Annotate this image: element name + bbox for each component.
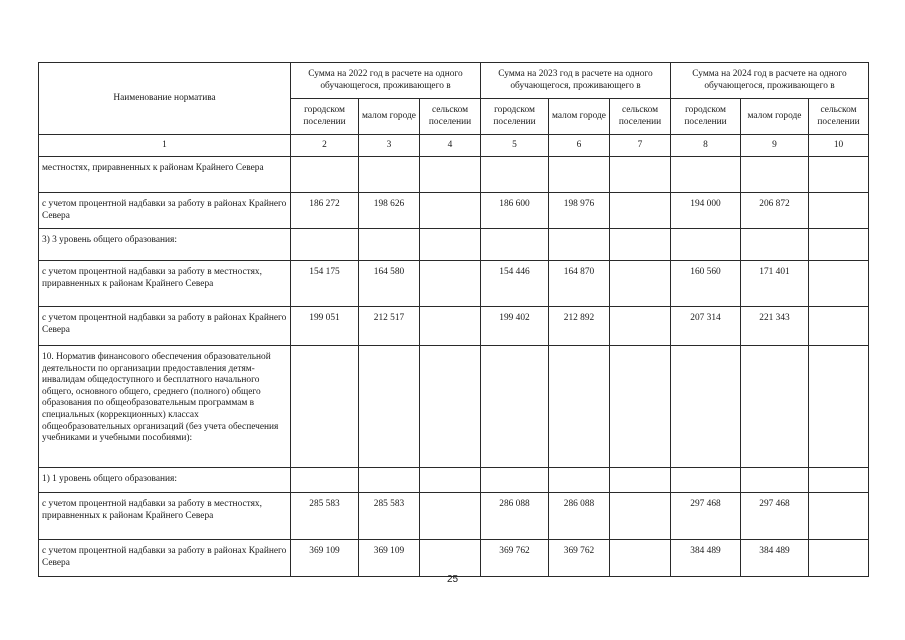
value-cell	[420, 468, 481, 493]
value-cell: 285 583	[291, 493, 359, 540]
column-number: 10	[809, 135, 869, 157]
value-cell: 369 762	[481, 540, 549, 577]
value-cell	[481, 468, 549, 493]
header-rural: сельском поселении	[610, 99, 671, 135]
value-cell	[420, 229, 481, 261]
value-cell	[420, 307, 481, 346]
value-cell: 221 343	[741, 307, 809, 346]
value-cell	[420, 193, 481, 229]
row-name: с учетом процентной надбавки за работу в районах Крайнего Севера	[39, 193, 291, 229]
value-cell	[809, 540, 869, 577]
value-cell	[809, 493, 869, 540]
row-name: с учетом процентной надбавки за работу в местностях, приравненных к районам Крайнего Севера	[39, 493, 291, 540]
value-cell	[481, 346, 549, 468]
value-cell	[610, 540, 671, 577]
value-cell	[481, 157, 549, 193]
header-year-2024: Сумма на 2024 год в расчете на одного обучающегося, проживающего в	[671, 63, 869, 99]
value-cell	[610, 493, 671, 540]
value-cell	[291, 468, 359, 493]
value-cell: 186 600	[481, 193, 549, 229]
normative-table	[38, 62, 869, 577]
value-cell	[359, 468, 420, 493]
row-name: 10. Норматив финансового обеспечения образовательной деятельности по организации предоставления детям-инвалидам общедоступного и бесплатного начального общего, основного общего, среднего (полного) общего образования по общеобразовательным программам в специальных (коррекционных) классах общеобразовательных организаций (без учета обеспечения учебниками и учебными пособиями):	[39, 346, 291, 468]
value-cell	[671, 468, 741, 493]
header-name-column: Наименование норматива	[39, 63, 291, 135]
table-row	[39, 346, 869, 468]
value-cell	[741, 157, 809, 193]
row-name: местностях, приравненных к районам Крайнего Севера	[39, 157, 291, 193]
value-cell	[359, 346, 420, 468]
header-rural: сельском поселении	[420, 99, 481, 135]
column-number: 2	[291, 135, 359, 157]
value-cell: 160 560	[671, 261, 741, 307]
value-cell	[549, 468, 610, 493]
table-row	[39, 261, 869, 307]
value-cell: 212 892	[549, 307, 610, 346]
value-cell: 164 580	[359, 261, 420, 307]
table-row	[39, 307, 869, 346]
value-cell	[610, 346, 671, 468]
table-row	[39, 540, 869, 577]
value-cell: 154 175	[291, 261, 359, 307]
value-cell	[741, 229, 809, 261]
value-cell	[809, 261, 869, 307]
table-row	[39, 157, 869, 193]
value-cell: 384 489	[671, 540, 741, 577]
value-cell	[671, 229, 741, 261]
value-cell	[671, 346, 741, 468]
header-urban: городском поселении	[481, 99, 549, 135]
header-urban: городском поселении	[671, 99, 741, 135]
value-cell	[809, 229, 869, 261]
table-row	[39, 229, 869, 261]
column-number: 5	[481, 135, 549, 157]
value-cell	[420, 346, 481, 468]
row-name: с учетом процентной надбавки за работу в районах Крайнего Севера	[39, 307, 291, 346]
value-cell: 369 109	[359, 540, 420, 577]
value-cell	[610, 193, 671, 229]
value-cell	[549, 229, 610, 261]
value-cell: 207 314	[671, 307, 741, 346]
row-name: с учетом процентной надбавки за работу в местностях, приравненных к районам Крайнего Севера	[39, 261, 291, 307]
value-cell	[291, 229, 359, 261]
value-cell: 297 468	[671, 493, 741, 540]
value-cell	[741, 346, 809, 468]
value-cell: 198 626	[359, 193, 420, 229]
value-cell: 369 109	[291, 540, 359, 577]
column-number: 3	[359, 135, 420, 157]
value-cell	[610, 307, 671, 346]
value-cell	[420, 157, 481, 193]
value-cell	[610, 261, 671, 307]
header-row-years	[39, 63, 869, 99]
column-number: 9	[741, 135, 809, 157]
column-number: 7	[610, 135, 671, 157]
header-urban: городском поселении	[291, 99, 359, 135]
value-cell: 199 402	[481, 307, 549, 346]
value-cell	[809, 468, 869, 493]
header-year-2022: Сумма на 2022 год в расчете на одного обучающегося, проживающего в	[291, 63, 481, 99]
value-cell: 369 762	[549, 540, 610, 577]
value-cell	[741, 468, 809, 493]
value-cell: 384 489	[741, 540, 809, 577]
row-name: с учетом процентной надбавки за работу в районах Крайнего Севера	[39, 540, 291, 577]
value-cell	[610, 229, 671, 261]
header-row-numbers	[39, 135, 869, 157]
row-name: 1) 1 уровень общего образования:	[39, 468, 291, 493]
value-cell	[549, 346, 610, 468]
value-cell	[610, 157, 671, 193]
value-cell: 297 468	[741, 493, 809, 540]
value-cell	[420, 493, 481, 540]
header-small-town: малом городе	[549, 99, 610, 135]
value-cell: 285 583	[359, 493, 420, 540]
value-cell: 194 000	[671, 193, 741, 229]
value-cell: 171 401	[741, 261, 809, 307]
value-cell	[549, 157, 610, 193]
column-number: 8	[671, 135, 741, 157]
value-cell	[359, 229, 420, 261]
header-year-2023: Сумма на 2023 год в расчете на одного обучающегося, проживающего в	[481, 63, 671, 99]
value-cell	[610, 468, 671, 493]
value-cell	[671, 157, 741, 193]
page-number: 25	[446, 574, 459, 585]
table-body	[39, 157, 869, 577]
table-row	[39, 493, 869, 540]
value-cell	[420, 261, 481, 307]
header-small-town: малом городе	[741, 99, 809, 135]
value-cell: 286 088	[481, 493, 549, 540]
value-cell	[481, 229, 549, 261]
value-cell	[291, 157, 359, 193]
header-small-town: малом городе	[359, 99, 420, 135]
row-name: 3) 3 уровень общего образования:	[39, 229, 291, 261]
header-rural: сельском поселении	[809, 99, 869, 135]
value-cell: 164 870	[549, 261, 610, 307]
column-number: 4	[420, 135, 481, 157]
value-cell: 198 976	[549, 193, 610, 229]
value-cell	[291, 346, 359, 468]
value-cell	[809, 157, 869, 193]
value-cell	[809, 193, 869, 229]
value-cell: 212 517	[359, 307, 420, 346]
value-cell	[359, 157, 420, 193]
value-cell: 154 446	[481, 261, 549, 307]
value-cell	[420, 540, 481, 577]
table-row	[39, 468, 869, 493]
value-cell: 286 088	[549, 493, 610, 540]
table-row	[39, 193, 869, 229]
column-number: 6	[549, 135, 610, 157]
value-cell: 199 051	[291, 307, 359, 346]
value-cell: 186 272	[291, 193, 359, 229]
value-cell: 206 872	[741, 193, 809, 229]
column-number: 1	[39, 135, 291, 157]
value-cell	[809, 346, 869, 468]
value-cell	[809, 307, 869, 346]
